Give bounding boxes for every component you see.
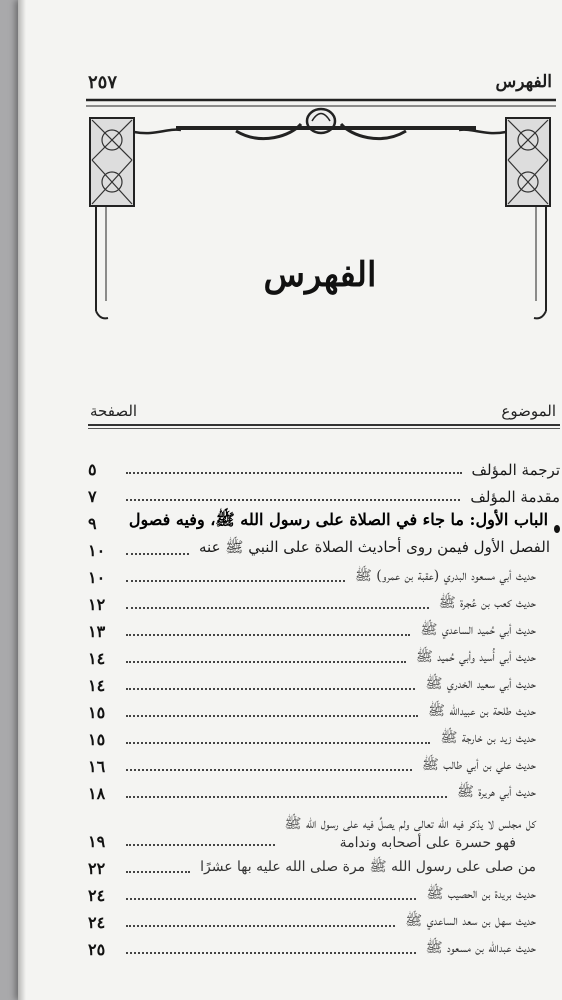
toc-entry-title: حديث أبي مسعود البدري (عقبة بن عمرو) ﷺ bbox=[354, 568, 536, 584]
dot-leader bbox=[126, 924, 395, 927]
toc-entry-page: ٢٤ bbox=[88, 886, 106, 905]
toc-entry bbox=[88, 533, 560, 560]
dot-leader bbox=[126, 897, 416, 900]
toc-entry bbox=[88, 479, 560, 506]
toc-entry-title: حديث بريدة بن الحصيب ﷺ bbox=[426, 886, 536, 902]
toc-entry-title: حديث أبي حُميد الساعدي ﷺ bbox=[420, 622, 536, 638]
toc-entry-page: ٢٥ bbox=[88, 940, 106, 959]
toc-entry-page: ١٨ bbox=[88, 784, 106, 803]
dot-leader bbox=[126, 660, 406, 663]
toc-entry-title: حديث طلحة بن عبيدالله ﷺ bbox=[428, 703, 536, 719]
toc-entry-title: الفصل الأول فيمن روى أحاديث الصلاة على النبي ﷺ عنه bbox=[199, 538, 550, 556]
toc-entry bbox=[88, 452, 560, 479]
toc-entry-page: ٥ bbox=[88, 460, 97, 479]
dot-leader bbox=[126, 741, 430, 744]
toc-entry-page: ١٢ bbox=[88, 595, 106, 614]
dot-leader bbox=[126, 471, 462, 474]
toc-entry-title: حديث أبي أُسيد وأبي حُميد ﷺ bbox=[415, 649, 536, 665]
toc-entry bbox=[88, 668, 560, 695]
dot-leader bbox=[126, 870, 190, 873]
toc-entry-title: حديث علي بن أبي طالب ﷺ bbox=[421, 757, 536, 773]
column-topic-label: الموضوع bbox=[501, 402, 556, 420]
toc-entry-page: ٢٢ bbox=[88, 859, 106, 878]
dot-leader bbox=[126, 795, 447, 798]
toc-entry-page: ١٥ bbox=[88, 703, 106, 722]
toc-entry-page: ١٤ bbox=[88, 649, 106, 668]
toc-entry-page: ١٦ bbox=[88, 757, 106, 776]
dot-leader bbox=[126, 714, 418, 717]
toc-entry bbox=[88, 560, 560, 587]
toc-entry bbox=[88, 641, 560, 668]
dot-leader bbox=[126, 768, 412, 771]
toc-entry-title: حديث سهل بن سعد الساعدي ﷺ bbox=[405, 913, 536, 929]
toc-entry bbox=[88, 749, 560, 776]
toc-entry-page: ١٥ bbox=[88, 730, 106, 749]
toc-entry bbox=[88, 851, 560, 878]
table-of-contents bbox=[88, 452, 560, 959]
dot-leader bbox=[126, 951, 416, 954]
dot-leader bbox=[126, 843, 275, 846]
dot-leader bbox=[126, 687, 415, 690]
column-headers bbox=[88, 400, 560, 426]
dot-leader bbox=[126, 498, 460, 501]
toc-entry bbox=[88, 905, 560, 932]
dot-leader bbox=[126, 606, 429, 609]
running-title: الفهرس bbox=[495, 72, 552, 92]
toc-entry-title bbox=[281, 815, 560, 851]
toc-entry bbox=[88, 506, 560, 533]
toc-entry-page: ١٤ bbox=[88, 676, 106, 695]
toc-entry-title: حديث زيد بن خارجة ﷺ bbox=[440, 730, 536, 746]
toc-entry-title: حديث أبي سعيد الخدري ﷺ bbox=[425, 676, 536, 692]
dot-leader bbox=[126, 579, 345, 582]
toc-entry bbox=[88, 878, 560, 905]
toc-entry bbox=[88, 803, 560, 851]
toc-entry-page: ١٠ bbox=[88, 541, 106, 560]
toc-entry-title: من صلى على رسول الله ﷺ مرة صلى الله عليه بها عشرًا bbox=[200, 859, 536, 875]
toc-entry-title: مقدمة المؤلف bbox=[470, 488, 560, 506]
toc-entry-page: ٧ bbox=[88, 487, 97, 506]
toc-entry-title: حديث كعب بن عُجرة ﷺ bbox=[438, 595, 536, 611]
toc-entry-title-line2: فهو حسرة على أصحابه وندامة bbox=[339, 835, 516, 851]
running-header bbox=[88, 72, 558, 96]
dot-leader bbox=[126, 633, 410, 636]
toc-entry bbox=[88, 776, 560, 803]
toc-entry-title-line1: كل مجلس لا يذكر فيه الله تعالى ولم يصلِّ فيه على رسول الله ﷺ bbox=[284, 816, 536, 832]
toc-entry bbox=[88, 614, 560, 641]
toc-entry-page: ١٩ bbox=[88, 832, 106, 851]
toc-entry bbox=[88, 722, 560, 749]
bullet-icon bbox=[554, 525, 560, 533]
dot-leader bbox=[126, 552, 189, 555]
page-edge-shadow bbox=[18, 0, 26, 1000]
toc-entry-title: ترجمة المؤلف bbox=[471, 461, 560, 479]
toc-entry-title: الباب الأول: ما جاء في الصلاة على رسول الله ﷺ، وفيه فصول bbox=[128, 510, 549, 529]
toc-entry bbox=[88, 587, 560, 614]
toc-entry-page: ٩ bbox=[88, 514, 97, 533]
toc-entry bbox=[88, 932, 560, 959]
page-number: ٢٥٧ bbox=[88, 72, 118, 93]
toc-entry-title: حديث عبدالله بن مسعود ﷺ bbox=[425, 940, 536, 956]
toc-entry bbox=[88, 695, 560, 722]
toc-entry-page: ١٣ bbox=[88, 622, 106, 641]
page-title: الفهرس bbox=[263, 255, 377, 295]
column-page-label: الصفحة bbox=[90, 402, 138, 420]
toc-entry-page: ٢٤ bbox=[88, 913, 106, 932]
toc-entry-title: حديث أبي هريرة ﷺ bbox=[457, 784, 536, 800]
toc-entry-page: ١٠ bbox=[88, 568, 106, 587]
